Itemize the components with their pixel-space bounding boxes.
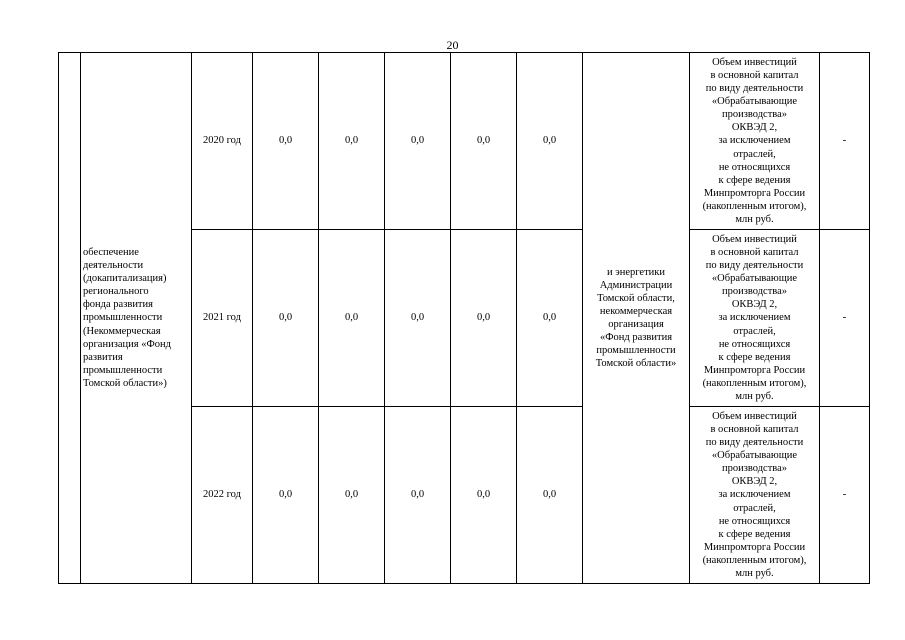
executor-line: «Фонд развития: [599, 332, 673, 344]
target-value-cell: -: [820, 407, 870, 584]
measure-name-line: регионального: [83, 286, 149, 298]
measure-name-line: организация «Фонд: [83, 338, 171, 350]
executor-line: Томской области»: [595, 358, 677, 370]
indicator-line: по виду деятельности: [705, 260, 804, 272]
indicator-line: за исключением: [718, 489, 791, 501]
measure-name-line: Томской области»): [83, 377, 167, 389]
program-table: [58, 52, 870, 584]
indicator-line: не относящихся: [718, 515, 791, 527]
indicator-line: Объем инвестиций: [712, 57, 797, 69]
indicator-line: за исключением: [718, 312, 791, 324]
executor-line: организация: [608, 319, 664, 330]
indicator-line: отраслей,: [733, 502, 776, 514]
measure-name-line: обеспечение: [83, 247, 139, 259]
value-cell: 0,0: [517, 407, 583, 584]
executor-line: некоммерческая: [599, 305, 673, 317]
value-cell: 0,0: [451, 407, 517, 584]
indicator-line: Минпромторга России: [703, 541, 806, 553]
value-cell: 0,0: [319, 407, 385, 584]
indicator-line: (накопленным итогом),: [702, 377, 807, 389]
executor-line: промышленности: [596, 345, 676, 357]
year-cell: 2020 год: [192, 53, 253, 230]
indicator-line: производства»: [721, 463, 788, 475]
year-cell: 2021 год: [192, 230, 253, 407]
indicator-line: по виду деятельности: [705, 437, 804, 449]
indicator-line: млн руб.: [735, 213, 774, 225]
indicator-line: Минпромторга России: [703, 364, 806, 376]
indicator-line: отраслей,: [733, 148, 776, 160]
value-cell: 0,0: [319, 230, 385, 407]
indicator-line: за исключением: [718, 135, 791, 147]
indicator-line: производства»: [721, 286, 788, 298]
measure-name-cell: [81, 53, 192, 584]
value-cell: 0,0: [517, 53, 583, 230]
indicator-line: к сфере ведения: [718, 351, 791, 363]
indicator-line: Объем инвестиций: [712, 411, 797, 423]
indicator-line: ОКВЭД 2,: [731, 299, 778, 311]
value-cell: 0,0: [385, 230, 451, 407]
indicator-line: в основной капитал: [710, 424, 799, 436]
indicator-line: «Обрабатывающие: [711, 273, 798, 285]
indicator-line: в основной капитал: [710, 247, 799, 259]
executor-cell: [583, 53, 690, 584]
indicator-line: к сфере ведения: [718, 528, 791, 540]
value-cell: 0,0: [451, 230, 517, 407]
indicator-line: «Обрабатывающие: [711, 450, 798, 462]
indicator-cell: [690, 407, 820, 584]
indicator-line: не относящихся: [718, 338, 791, 350]
indicator-line: к сфере ведения: [718, 174, 791, 186]
target-value-cell: -: [820, 230, 870, 407]
indicator-cell: [690, 230, 820, 407]
measure-name-line: промышленности: [83, 364, 163, 376]
value-cell: 0,0: [319, 53, 385, 230]
indicator-line: млн руб.: [735, 390, 774, 402]
indicator-line: (накопленным итогом),: [702, 200, 807, 212]
measure-name-line: фонда развития: [83, 299, 153, 311]
indicator-line: Объем инвестиций: [712, 234, 797, 246]
year-cell: 2022 год: [192, 407, 253, 584]
indicator-line: в основной капитал: [710, 70, 799, 82]
indicator-line: не относящихся: [718, 161, 791, 173]
value-cell: 0,0: [253, 53, 319, 230]
page-number: 20: [446, 38, 459, 52]
value-cell: 0,0: [385, 53, 451, 230]
indicator-line: ОКВЭД 2,: [731, 122, 778, 134]
indicator-line: «Обрабатывающие: [711, 96, 798, 108]
indicator-line: производства»: [721, 109, 788, 121]
value-cell: 0,0: [385, 407, 451, 584]
value-cell: 0,0: [253, 230, 319, 407]
number-cell: [59, 53, 81, 584]
value-cell: 0,0: [517, 230, 583, 407]
target-value-cell: -: [820, 53, 870, 230]
measure-name-line: деятельности: [83, 260, 144, 272]
indicator-line: отраслей,: [733, 325, 776, 337]
value-cell: 0,0: [451, 53, 517, 230]
indicator-line: (накопленным итогом),: [702, 554, 807, 566]
executor-line: Администрации: [599, 279, 673, 291]
executor-line: и энергетики: [606, 266, 666, 278]
table-row: [59, 53, 870, 230]
indicator-cell: [690, 53, 820, 230]
measure-name-line: (докапитализация): [83, 273, 167, 285]
indicator-line: Минпромторга России: [703, 187, 806, 199]
measure-name-line: развития: [83, 351, 123, 363]
measure-name-line: (Некоммерческая: [83, 325, 161, 337]
measure-name-line: промышленности: [83, 312, 163, 324]
executor-line: Томской области,: [597, 292, 675, 304]
indicator-line: млн руб.: [735, 567, 774, 579]
indicator-line: по виду деятельности: [705, 83, 804, 95]
indicator-line: ОКВЭД 2,: [731, 476, 778, 488]
value-cell: 0,0: [253, 407, 319, 584]
